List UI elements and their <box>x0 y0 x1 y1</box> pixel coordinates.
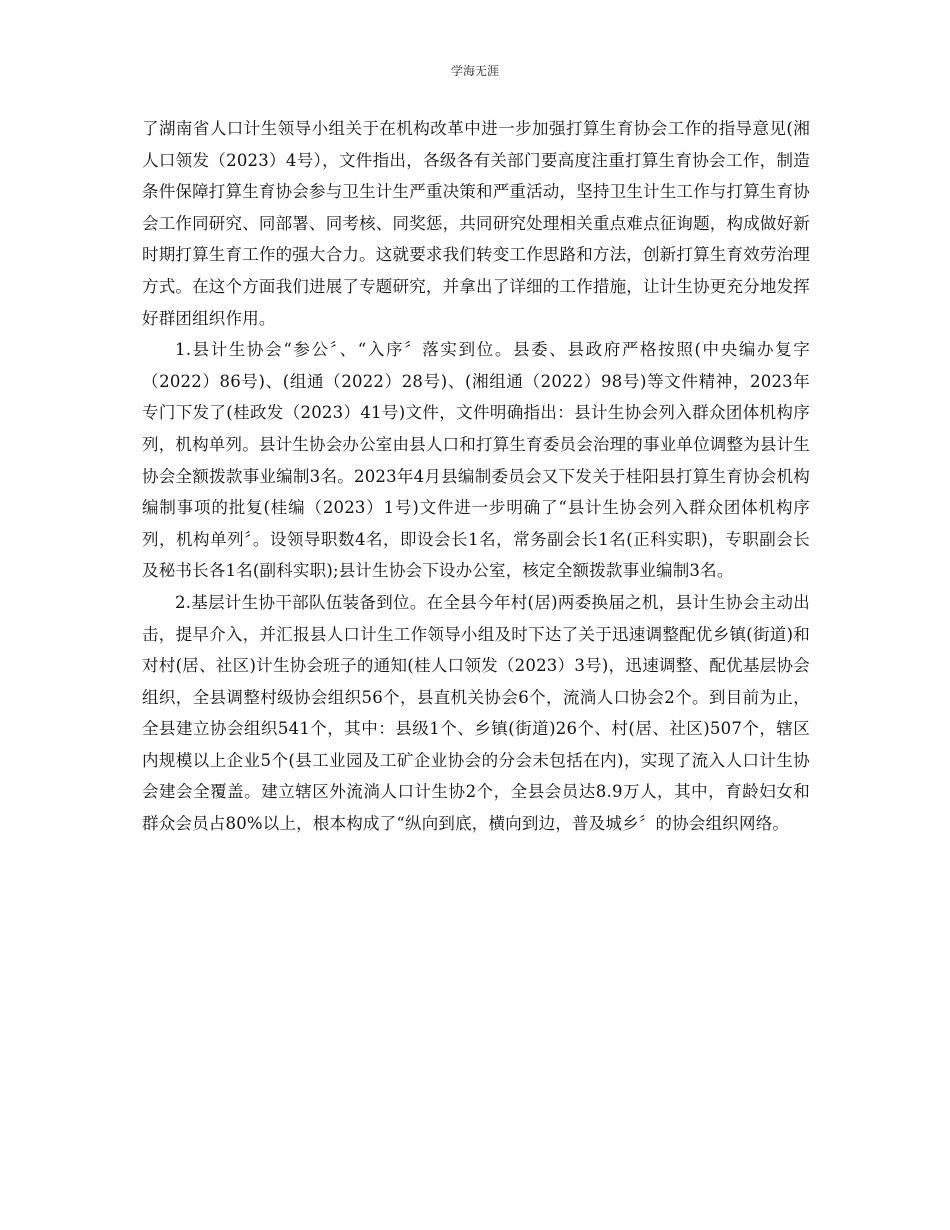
paragraph-continuation: 了湖南省人口计生领导小组关于在机构改革中进一步加强打算生育协会工作的指导意见(湘人口领发（2023）4号），文件指出，各级各有关部门要高度注重打算生育协会工作，制造条件保障打算生育协会参与卫生计生严重决策和严重活动，坚持卫生计生工作与打算生育协会工作同研究、同部署、同考核、同奖惩，共同研究处理相关重点难点征询题，构成做好新时期打算生育工作的强大合力。这就要求我们转变工作思路和方法，创新打算生育效劳治理方式。在这个方面我们进展了专题研究，并拿出了详细的工作措施，让计生协更充分地发挥好群团组织作用。 <box>142 119 810 328</box>
paragraph-item-1: 1.县计生协会“参公〞、“入序〞落实到位。县委、县政府严格按照(中央编办复字（2022）86号)、(组通（2022）28号)、(湘组通（2022）98号)等文件精神，2023年专门下发了(桂政发（2023）41号)文件，文件明确指出：县计生协会列入群众团体机构序列，机构单列。县计生协会办公室由县人口和打算生育委员会治理的事业单位调整为县计生协会全额拨款事业编制3名。2023年4月县编制委员会又下发关于桂阳县打算生育协会机构编制事项的批复(桂编（2023）1号)文件进一步明确了“县计生协会列入群众团体机构序列，机构单列〞。设领导职数4名，即设会长1名，常务副会长1名(正科实职)，专职副会长及秘书长各1名(副科实职);县计生协会下设办公室，核定全额拨款事业编制3名。 <box>142 340 810 581</box>
paragraph-item-2: 2.基层计生协干部队伍装备到位。在全县今年村(居)两委换届之机，县计生协会主动出击，提早介入，并汇报县人口计生工作领导小组及时下达了关于迅速调整配优乡镇(街道)和对村(居、社区)计生协会班子的通知(桂人口领发（2023）3号)，迅速调整、配优基层协会组织，全县调整村级协会组织56个，县直机关协会6个，流淌人口协会2个。到目前为止，全县建立协会组织541个，其中：县级1个、乡镇(街道)26个、村(居、社区)507个，辖区内规模以上企业5个(县工业园及工矿企业协会的分会未包括在内)，实现了流入人口计生协会建会全覆盖。建立辖区外流淌人口计生协2个，全县会员达8.9万人，其中，育龄妇女和群众会员占80%以上，根本构成了“纵向到底，横向到边，普及城乡〞的协会组织网络。 <box>142 592 810 834</box>
document-body <box>142 113 810 840</box>
page-header: 学海无涯 <box>450 64 499 78</box>
